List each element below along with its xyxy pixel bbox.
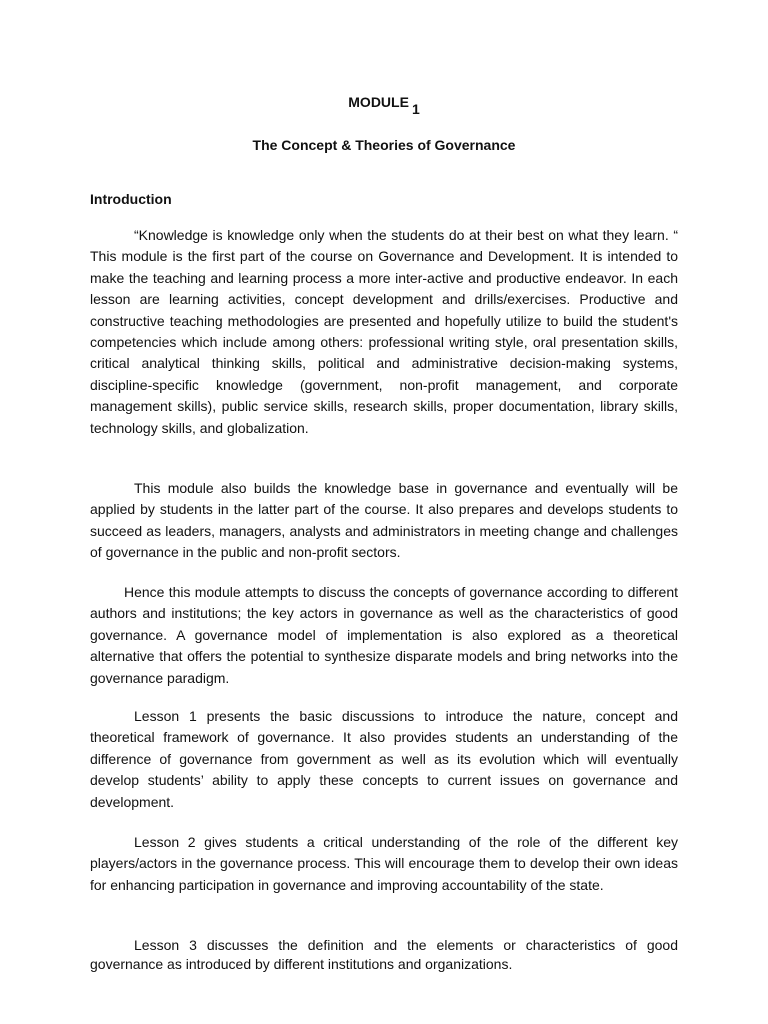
paragraph-4: Lesson 1 presents the basic discussions to introduce the nature, concept and theoretical framework of governance. It also provides students an understanding of the difference of governance from government as well as its evolution which will eventually develop students’ ability to apply these concepts to current issues on governance and development. [90,708,678,810]
paragraph-6: Lesson 3 discusses the definition and the elements or characteristics of good governance as introduced by different institutions and organizations. [90,937,678,972]
section-heading-introduction: Introduction [90,191,172,207]
paragraph-1: “Knowledge is knowledge only when the students do at their best on what they learn. “ This module is the first part of the course on Governance and Development. It is intended to make the teaching and learning process a more inter-active and productive endeavor. In each lesson are learning activities, concept development and drills/exercises. Productive and constructive teaching methodologies are presented and hopefully utilize to build the student's competencies which include among others: professional writing style, oral presentation skills, critical analytical thinking skills, political and administrative decision-making systems, discipline-specific knowledge (government, non-profit management, and corporate management skills), public service skills, research skills, proper documentation, library skills, technology skills, and globalization. [90,227,678,436]
module-heading [0,92,768,117]
paragraph-5: Lesson 2 gives students a critical understanding of the role of the different key players/actors in the governance process. This will encourage them to develop their own ideas for enhancing participation in governance and improving accountability of the state. [90,834,678,893]
document-title: The Concept & Theories of Governance [252,137,516,153]
module-number: 1 [411,101,420,117]
module-label: MODULE [348,94,409,110]
paragraph-2: This module also builds the knowledge base in governance and eventually will be applied by students in the latter part of the course. It also prepares and develops students to succeed as leaders, managers, analysts and administrators in meeting change and challenges of governance in the public and non-profit sectors. [90,480,678,561]
paragraph-3: Hence this module attempts to discuss the concepts of governance according to different authors and institutions; the key actors in governance as well as the characteristics of good governance. A governance model of implementation is also explored as a theoretical alternative that offers the potential to synthesize disparate models and bring networks into the governance paradigm. [90,584,678,686]
